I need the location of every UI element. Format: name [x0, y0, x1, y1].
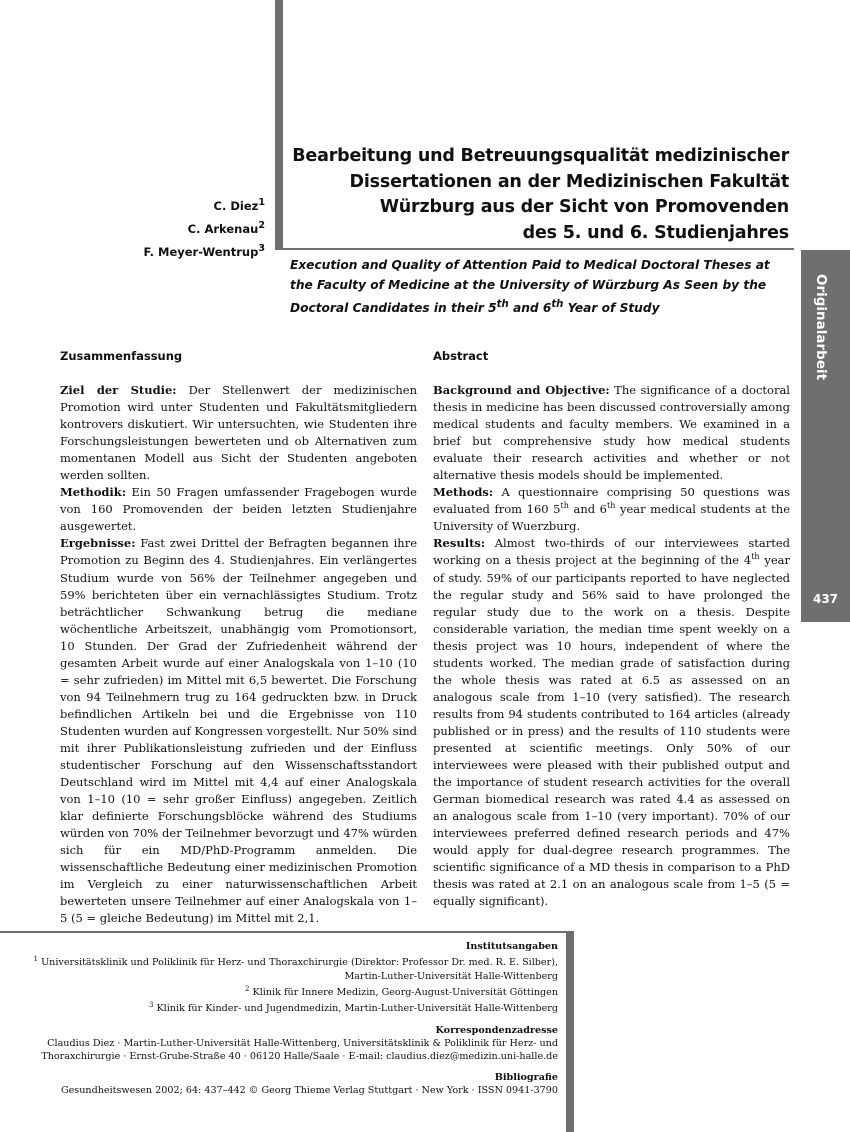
footer-content: [10, 940, 558, 1098]
title-line: Würzburg aus der Sicht von Promovenden: [379, 197, 789, 217]
results-paragraph: Results: Almost two-thirds of our interviewees started working on a thesis project at the beginning of the 4th year of study. 59% of our participants reported to have neglected the regular study and 56% said to have prolonged the regular study due to the work on a thesis. Despite considerable variation, the median time spent weekly on a thesis project was 10 hours, independent of where the students worked. The median grade of satisfaction during the whole thesis was rated at 6.5 as assessed on an analogous scale from 1–10 (very satisfied). The research results from 94 students contributed to 164 articles (already published or in press) and the results of 110 students were presented at scientific meetings. Only 50% of our interviewees were pleased with their published output and the importance of student research activities for the overall German biomedical research was rated 4.4 as assessed on an analogous scale from 1–10 (very important). 70% of our interviewees preferred defined research periods and 47% would apply for dual-degree research programmes. The scientific significance of a MD thesis in comparison to a PhD thesis was rated at 2.1 on an analogous scale from 1–5 (5 = equally significant).: [433, 536, 791, 909]
institut-3: $^3$ Klinik für Kinder- und Jugendmedizin, Martin-Luther-Universität Halle-Wittenberg: [148, 1001, 558, 1015]
korrespondenz-heading: Korrespondenzadresse: [435, 1024, 558, 1036]
institut-1: $^1$ Universitätsklinik und Poliklinik für Herz- und Thoraxchirurgie (Direktor: Professor Dr. med. R. E. Silber),: [33, 955, 558, 969]
footer-box: [0, 931, 566, 1132]
zusammenfassung-heading: Zusammenfassung: [60, 349, 183, 363]
methodik-paragraph: Methodik: Ein 50 Fragen umfassender Fragebogen wurde von 160 Promovenden der beiden letzten Studienjahre ausgewertet.: [60, 485, 417, 534]
abstract-heading: Abstract: [433, 349, 489, 363]
author: F. Meyer-Wentrup$^3$: [143, 242, 265, 259]
title-line: Bearbeitung und Betreuungsqualität medizinischer: [292, 146, 789, 166]
page-number: 437: [812, 592, 839, 606]
ziel-paragraph: Ziel der Studie: Der Stellenwert der medizinischen Promotion wird unter Studenten und Fakultätsmitgliedern kontrovers diskutiert. Wir untersuchten, wie Studenten ihre Forschungsleistungen bewerteten und ob Alternativen zum momentanen Modell aus Sicht der Studenten angeboten werden sollten.: [60, 383, 418, 483]
bibliografie-line: Gesundheitswesen 2002; 64: 437–442 © Georg Thieme Verlag Stuttgart · New York · ISSN 0941-3790: [60, 1085, 558, 1097]
footer-top-rule: [0, 931, 566, 933]
article-title: [288, 144, 789, 246]
korrespondenz-line: Claudius Diez · Martin-Luther-Universität Halle-Wittenberg, Universitätsklinik & Poliklinik für Herz- und: [47, 1037, 558, 1049]
institut-2: $^2$ Klinik für Innere Medizin, Georg-August-Universität Göttingen: [245, 984, 558, 998]
header-vertical-bar: [275, 0, 283, 250]
article-type-label: Originalarbeit: [813, 274, 829, 381]
korrespondenz-line: Thoraxchirurgie · Ernst-Grube-Straße 40 · 06120 Halle/Saale · E-mail: claudius.diez@medizin.uni-halle.de: [41, 1050, 558, 1062]
bibliografie-heading: Bibliografie: [494, 1072, 558, 1084]
ergebnisse-paragraph: Ergebnisse: Fast zwei Drittel der Befragten begannen ihre Promotion zu Beginn des 4. Studienjahres. Ein verlängertes Studium wurde von 56% der Teilnehmer angegeben und 59% berichteten über ein vernachlässigtes Studium. Trotz beträchtlicher Schwankung betrug die mediane wöchentliche Arbeitszeit, unabhängig vom Promotionsort, 10 Stunden. Der Grad der Zufriedenheit während der gesamten Arbeit wurde auf einer Analogskala von 1–10 (10 = sehr zufrieden) im Mittel mit 6,5 bewertet. Die Forschung von 94 Teilnehmern trug zu 164 gedruckten bzw. in Druck befindlichen Artikeln bei und die Ergebnisse von 110 Studenten wurden auf Kongressen vorgestellt. Nur 50% sind mit ihrer Publikationsleistung zufrieden und der Einfluss studentischer Forschung auf den Wissenschaftsstandort Deutschland wird im Mittel mit 4,4 auf einer Analogskala von 1–10 (10 = sehr großer Einfluss) angegeben. Zeitlich klar definierte Forschungsblöcke während des Studiums würden von 70% der Teilnehmer bevorzugt und 47% würden sich für ein MD/PhD-Programm anmelden. Die wissenschaftliche Bedeutung einer medizinischen Promotion im Vergleich zu einer naturwissenschaftlichen Arbeit bewerteten unsere Teilnehmer auf einer Analogskala von 1–5 (5 = gleiche Bedeutung) im Mittel mit 2,1.: [60, 536, 417, 926]
author: C. Diez$^1$: [213, 197, 265, 213]
methods-paragraph: Methods: A questionnaire comprising 50 questions was evaluated from 160 5th and 6th year medical students at the University of Wuerzburg.: [433, 485, 790, 534]
english-title: Execution and Quality of Attention Paid to Medical Doctoral Theses at the Faculty of Medicine at the University of Würzburg As Seen by the Doctoral Candidates in their 5th and 6th Year of Study: [290, 258, 770, 316]
title-line: des 5. und 6. Studienjahres: [522, 222, 789, 243]
author-list: [60, 193, 265, 261]
background-paragraph: Background and Objective: The significance of a doctoral thesis in medicine has been discussed controversially among medical students and faculty members. We examined in a brief but comprehensive study how medical students evaluate their research activities and whether or not alternative thesis models should be implemented.: [433, 383, 790, 483]
title-line: Dissertationen an der Medizinischen Fakultät: [349, 171, 789, 192]
title-underline-rule: [283, 248, 794, 250]
author: C. Arkenau$^2$: [187, 219, 265, 236]
abstract-column: [433, 348, 790, 910]
zusammenfassung-column: [60, 348, 417, 928]
footer-vertical-bar: [566, 931, 574, 1132]
institut-1-cont: Martin-Luther-Universität Halle-Wittenberg: [344, 970, 558, 982]
institut-heading: Institutsangaben: [465, 941, 558, 952]
